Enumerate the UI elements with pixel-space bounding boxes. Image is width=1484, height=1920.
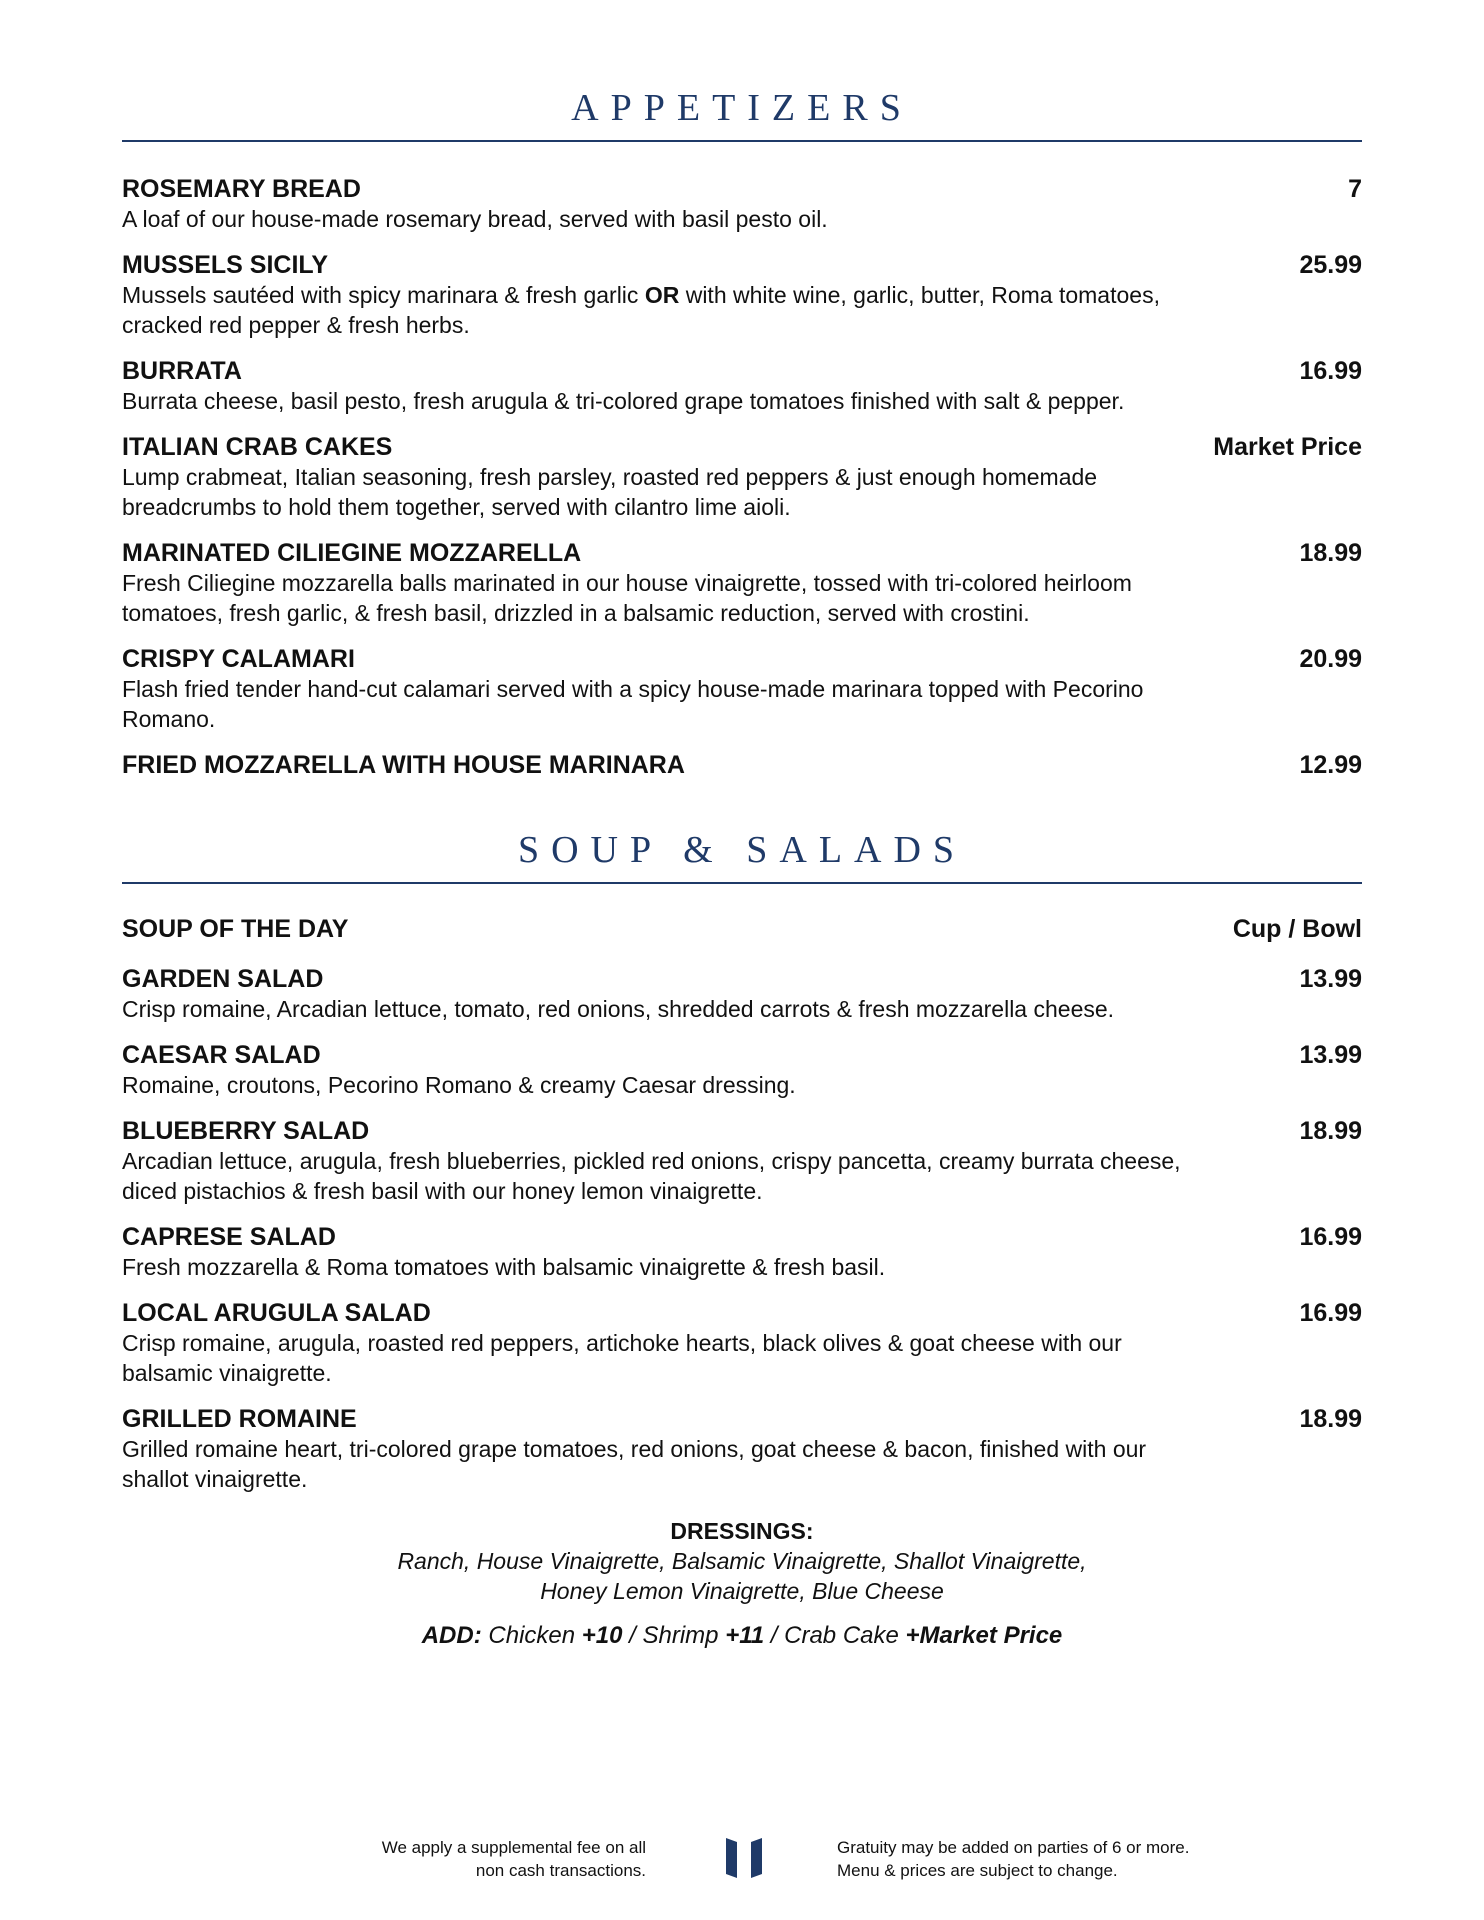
item-price: 13.99 bbox=[1299, 965, 1362, 993]
item-name: BURRATA bbox=[122, 357, 242, 385]
item-price: Cup / Bowl bbox=[1232, 915, 1362, 943]
crab-cake-price: +Market Price bbox=[905, 1622, 1063, 1649]
item-price: 18.99 bbox=[1299, 1405, 1362, 1433]
add-ons-line: ADD: Chicken +10 / Shrimp +11 / Crab Cake +Market Price bbox=[421, 1622, 1063, 1649]
restaurant-logo-icon bbox=[724, 1838, 764, 1878]
menu-item bbox=[122, 964, 1362, 1024]
item-price: 13.99 bbox=[1299, 1041, 1362, 1069]
menu-item bbox=[122, 1116, 1362, 1206]
soup-salads-title: SOUP & SALADS bbox=[517, 829, 967, 871]
item-price: 16.99 bbox=[1299, 1223, 1362, 1251]
item-description: Crisp romaine, arugula, roasted red peppers, artichoke hearts, black olives & goat cheese with our balsamic vinaigrette. bbox=[122, 1330, 1122, 1386]
appetizers-title: APPETIZERS bbox=[571, 87, 913, 129]
item-price: 16.99 bbox=[1299, 1299, 1362, 1327]
appetizers-section bbox=[122, 86, 1362, 796]
menu-item bbox=[122, 1040, 1362, 1100]
dressings-list-line1: Ranch, House Vinaigrette, Balsamic Vinaigrette, Shallot Vinaigrette, bbox=[397, 1548, 1087, 1574]
item-description: Arcadian lettuce, arugula, fresh blueberries, pickled red onions, crispy pancetta, creamy burrata cheese, diced pistachios & fresh basil with our honey lemon vinaigrette. bbox=[122, 1148, 1181, 1204]
add-label: ADD: bbox=[421, 1622, 482, 1649]
item-name: MARINATED CILIEGINE MOZZARELLA bbox=[122, 539, 582, 567]
dressings-block bbox=[122, 1516, 1362, 1606]
item-price: 12.99 bbox=[1299, 751, 1362, 779]
item-name: CAPRESE SALAD bbox=[122, 1223, 336, 1251]
footer bbox=[0, 1836, 1484, 1896]
item-price: Market Price bbox=[1213, 433, 1362, 461]
item-name: CAESAR SALAD bbox=[122, 1041, 321, 1069]
item-price: 20.99 bbox=[1299, 645, 1362, 673]
dressings-list-line2: Honey Lemon Vinaigrette, Blue Cheese bbox=[540, 1578, 944, 1604]
appetizers-divider bbox=[122, 140, 1362, 142]
menu-item bbox=[122, 356, 1362, 416]
menu-item bbox=[122, 250, 1362, 340]
fee-notice: We apply a supplemental fee on all non cash transactions. bbox=[381, 1838, 646, 1880]
item-name: GRILLED ROMAINE bbox=[122, 1405, 357, 1433]
menu-item bbox=[122, 174, 1362, 234]
item-name: BLUEBERRY SALAD bbox=[122, 1117, 370, 1145]
item-description: Fresh Ciliegine mozzarella balls marinated in our house vinaigrette, tossed with tri-colored heirloom tomatoes, fresh garlic, & fresh basil, drizzled in a balsamic reduction, served with crostini. bbox=[122, 570, 1132, 626]
item-name: ITALIAN CRAB CAKES bbox=[122, 433, 393, 461]
gratuity-notice: Gratuity may be added on parties of 6 or more. Menu & prices are subject to change. bbox=[837, 1838, 1190, 1880]
menu-item bbox=[122, 538, 1362, 628]
item-description: A loaf of our house-made rosemary bread, served with basil pesto oil. bbox=[122, 206, 828, 232]
menu-item bbox=[122, 750, 1362, 780]
item-price: 18.99 bbox=[1299, 539, 1362, 567]
item-description: Burrata cheese, basil pesto, fresh arugula & tri-colored grape tomatoes finished with salt & pepper. bbox=[122, 388, 1125, 414]
chicken-price: +10 bbox=[581, 1622, 623, 1649]
dressings-label: DRESSINGS: bbox=[670, 1518, 814, 1544]
item-price: 25.99 bbox=[1299, 251, 1362, 279]
item-name: LOCAL ARUGULA SALAD bbox=[122, 1299, 431, 1327]
item-price: 16.99 bbox=[1299, 357, 1362, 385]
item-description: Grilled romaine heart, tri-colored grape tomatoes, red onions, goat cheese & bacon, finished with our shallot vinaigrette. bbox=[122, 1436, 1147, 1492]
item-description: Flash fried tender hand-cut calamari served with a spicy house-made marinara topped with Pecorino Romano. bbox=[122, 676, 1144, 732]
menu-item bbox=[122, 1404, 1362, 1494]
item-name: FRIED MOZZARELLA WITH HOUSE MARINARA bbox=[122, 751, 685, 779]
menu-item bbox=[122, 432, 1362, 522]
item-description: Romaine, croutons, Pecorino Romano & creamy Caesar dressing. bbox=[122, 1072, 796, 1098]
item-name: MUSSELS SICILY bbox=[122, 251, 329, 279]
item-name: GARDEN SALAD bbox=[122, 965, 324, 993]
item-name: SOUP OF THE DAY bbox=[122, 915, 349, 943]
soup-salads-divider bbox=[122, 882, 1362, 884]
menu-item bbox=[122, 644, 1362, 734]
item-name: CRISPY CALAMARI bbox=[122, 645, 355, 673]
item-description: Fresh mozzarella & Roma tomatoes with balsamic vinaigrette & fresh basil. bbox=[122, 1254, 886, 1280]
item-description: Lump crabmeat, Italian seasoning, fresh parsley, roasted red peppers & just enough homemade breadcrumbs to hold them together, served with cilantro lime aioli. bbox=[122, 464, 1098, 520]
menu-item bbox=[122, 1298, 1362, 1388]
item-description: Mussels sautéed with spicy marinara & fresh garlic OR with white wine, garlic, butter, Roma tomatoes, cracked red pepper & fresh herbs. bbox=[122, 282, 1160, 338]
item-price: 18.99 bbox=[1299, 1117, 1362, 1145]
item-price: 7 bbox=[1348, 175, 1362, 203]
menu-item bbox=[122, 1222, 1362, 1282]
menu-item bbox=[122, 914, 1362, 944]
item-description: Crisp romaine, Arcadian lettuce, tomato, red onions, shredded carrots & fresh mozzarella cheese. bbox=[122, 996, 1115, 1022]
soup-salads-section bbox=[122, 828, 1362, 1650]
item-name: ROSEMARY BREAD bbox=[122, 175, 361, 203]
shrimp-price: +11 bbox=[725, 1622, 765, 1649]
